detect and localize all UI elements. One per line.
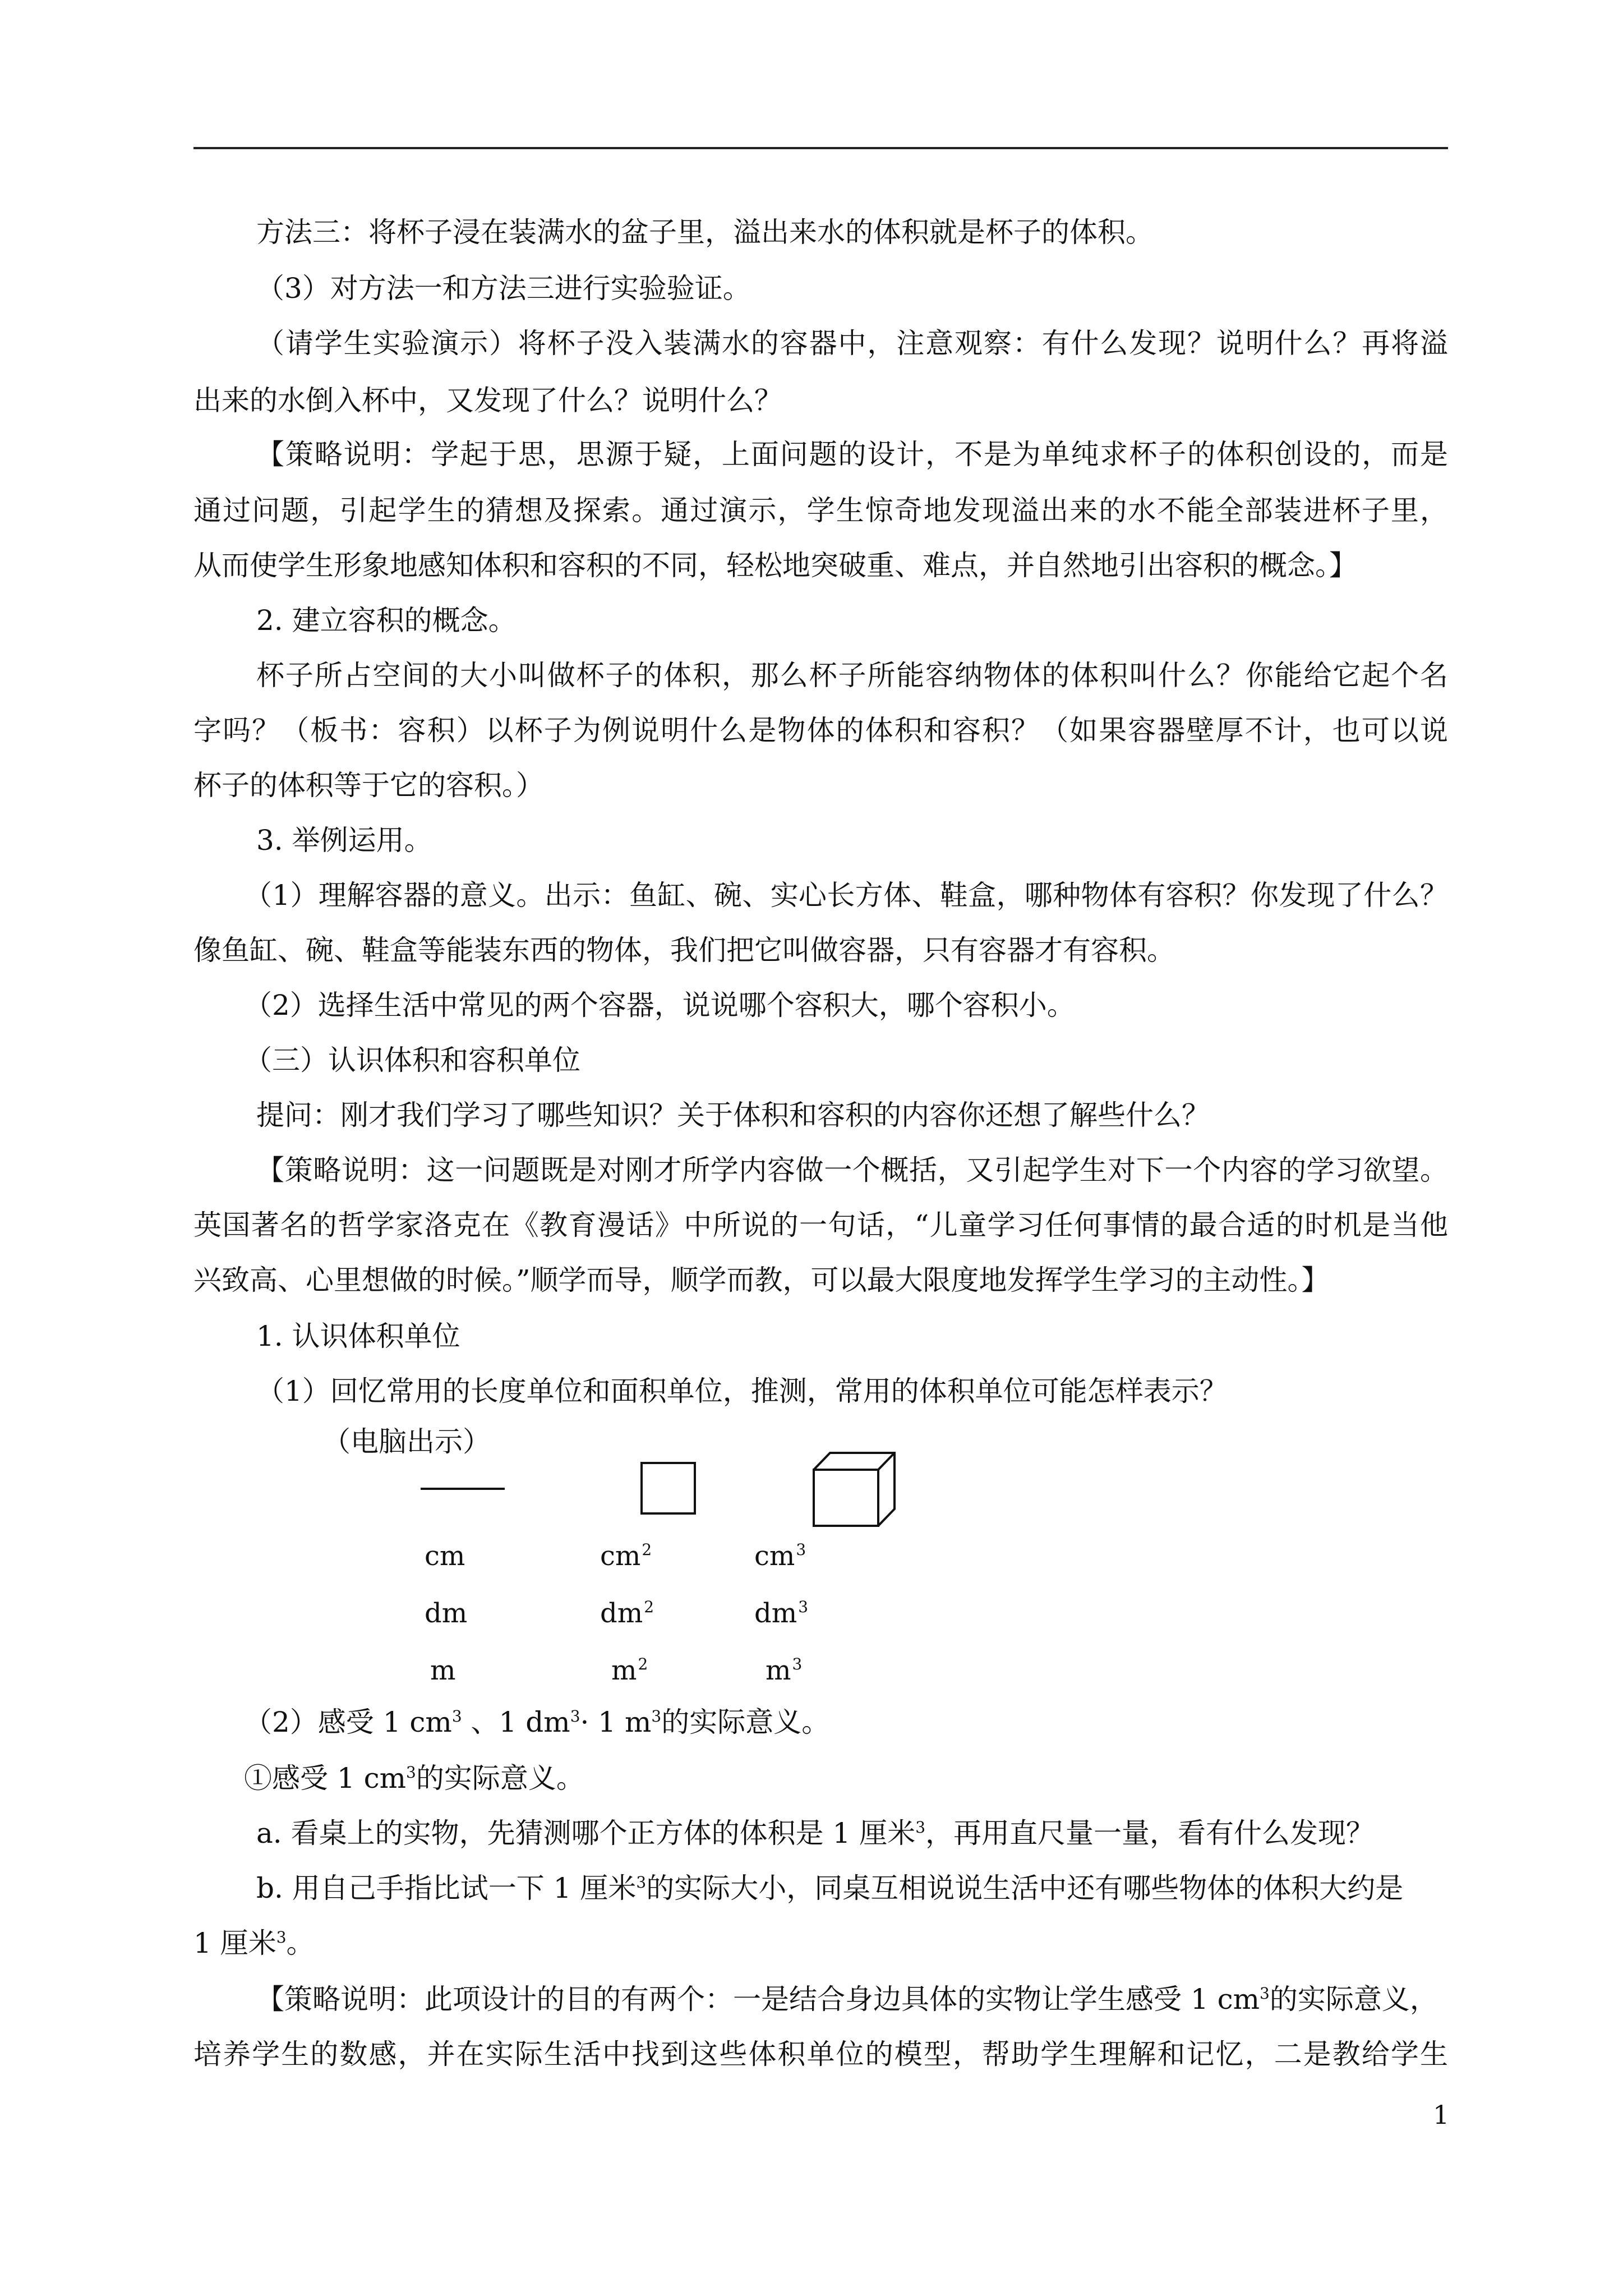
paragraph-step-b-line1: b. 用自己手指比试一下 1 厘米$^3$的实际大小，同桌互相说说生活中还有哪些物体的体积大约是 bbox=[256, 1872, 1404, 1904]
unit-m: m bbox=[430, 1655, 456, 1686]
unit-cm2: $cm^2$ bbox=[600, 1540, 652, 1572]
unit-cm: cm bbox=[425, 1540, 465, 1572]
paragraph-capacity-line1: 杯子所占空间的大小叫做杯子的体积，那么杯子所能容纳物体的体积叫什么？你能给它起个名 bbox=[256, 659, 1448, 692]
header-rule bbox=[193, 147, 1448, 149]
unit-dm2: $dm^2$ bbox=[600, 1598, 654, 1629]
unit-figures bbox=[415, 1447, 909, 1531]
unit-cm3: $cm^3$ bbox=[754, 1540, 806, 1572]
heading-capacity-concept: 2. 建立容积的概念。 bbox=[256, 604, 517, 637]
unit-m2: $m^2$ bbox=[611, 1655, 648, 1686]
strategy-note-3-line2: 培养学生的数感，并在实际生活中找到这些体积单位的模型，帮助学生理解和记忆，二是教给学生 bbox=[193, 2038, 1448, 2070]
cube-unit-figure bbox=[814, 1453, 895, 1526]
paragraph-method-three: 方法三：将杯子浸在装满水的盆子里，溢出来水的体积就是杯子的体积。 bbox=[256, 216, 1154, 249]
heading-examples: 3. 举例运用。 bbox=[256, 824, 432, 857]
strategy-note-1-line3: 从而使学生形象地感知体积和容积的不同，轻松地突破重、难点，并自然地引出容积的概念。】 bbox=[193, 549, 1357, 582]
paragraph-capacity-line2: 字吗？（板书：容积）以杯子为例说明什么是物体的体积和容积？（如果容器壁厚不计，也可以说 bbox=[193, 714, 1448, 747]
paragraph-step-3: （3）对方法一和方法三进行实验验证。 bbox=[256, 272, 751, 305]
unit-dm: dm bbox=[425, 1598, 468, 1629]
paragraph-capacity-line3: 杯子的体积等于它的容积。） bbox=[193, 769, 544, 802]
computer-display-label: （电脑出示） bbox=[322, 1425, 491, 1458]
strategy-note-3-line1: 【策略说明：此项设计的目的有两个：一是结合身边具体的实物让学生感受 1 $cm^3$的实际意义， bbox=[256, 1983, 1438, 2016]
unit-m3: $m^3$ bbox=[766, 1655, 803, 1686]
paragraph-question: 提问：刚才我们学习了哪些知识？关于体积和容积的内容你还想了解些什么？ bbox=[256, 1099, 1210, 1131]
strategy-note-2-line1: 【策略说明：这一问题既是对刚才所学内容做一个概括，又引起学生对下一个内容的学习欲望。 bbox=[256, 1154, 1448, 1186]
paragraph-choose-containers: （2）选择生活中常见的两个容器，说说哪个容积大，哪个容积小。 bbox=[244, 989, 1075, 1022]
paragraph-demo-line1: （请学生实验演示）将杯子没入装满水的容器中，注意观察：有什么发现？说明什么？再将溢 bbox=[256, 327, 1448, 360]
strategy-note-1-line2: 通过问题，引起学生的猜想及探索。通过演示，学生惊奇地发现溢出来的水不能全部装进杯子里， bbox=[193, 494, 1448, 527]
unit-dm3: $dm^3$ bbox=[754, 1598, 809, 1629]
paragraph-container-line1: （1）理解容器的意义。出示：鱼缸、碗、实心长方体、鞋盒，哪种物体有容积？你发现了什么？ bbox=[244, 879, 1448, 912]
paragraph-step-b-line2: 1 厘米$^3$。 bbox=[193, 1927, 315, 1959]
heading-volume-units: 1. 认识体积单位 bbox=[256, 1320, 460, 1352]
paragraph-step-a: a. 看桌上的实物，先猜测哪个正方体的体积是 1 厘米$^3$，再用直尺量一量，看有什么发现？ bbox=[256, 1817, 1375, 1849]
heading-section-three: （三）认识体积和容积单位 bbox=[244, 1044, 580, 1076]
paragraph-recall-units: （1）回忆常用的长度单位和面积单位，推测，常用的体积单位可能怎样表示？ bbox=[256, 1375, 1228, 1407]
paragraph-feel-units: （2）感受 1 $cm^3$ 、1 $dm^3\cdot 1$ $m^3$的实际意义。 bbox=[244, 1706, 830, 1738]
paragraph-feel-cm3: ①感受 1 $cm^3$的实际意义。 bbox=[244, 1762, 584, 1795]
strategy-note-2-line3: 兴致高、心里想做的时候。”顺学而导，顺学而教，可以最大限度地发挥学生学习的主动性。】 bbox=[193, 1264, 1330, 1296]
strategy-note-1-line1: 【策略说明：学起于思，思源于疑，上面问题的设计，不是为单纯求杯子的体积创设的，而是 bbox=[256, 438, 1448, 471]
paragraph-demo-line2: 出来的水倒入杯中，又发现了什么？说明什么？ bbox=[193, 384, 782, 417]
page-number: 1 bbox=[1433, 2100, 1450, 2130]
paragraph-container-line2: 像鱼缸、碗、鞋盒等能装东西的物体，我们把它叫做容器，只有容器才有容积。 bbox=[193, 934, 1175, 967]
square-unit-figure bbox=[642, 1463, 695, 1513]
strategy-note-2-line2: 英国著名的哲学家洛克在《教育漫话》中所说的一句话，“儿童学习任何事情的最合适的时机是当他 bbox=[193, 1209, 1448, 1241]
